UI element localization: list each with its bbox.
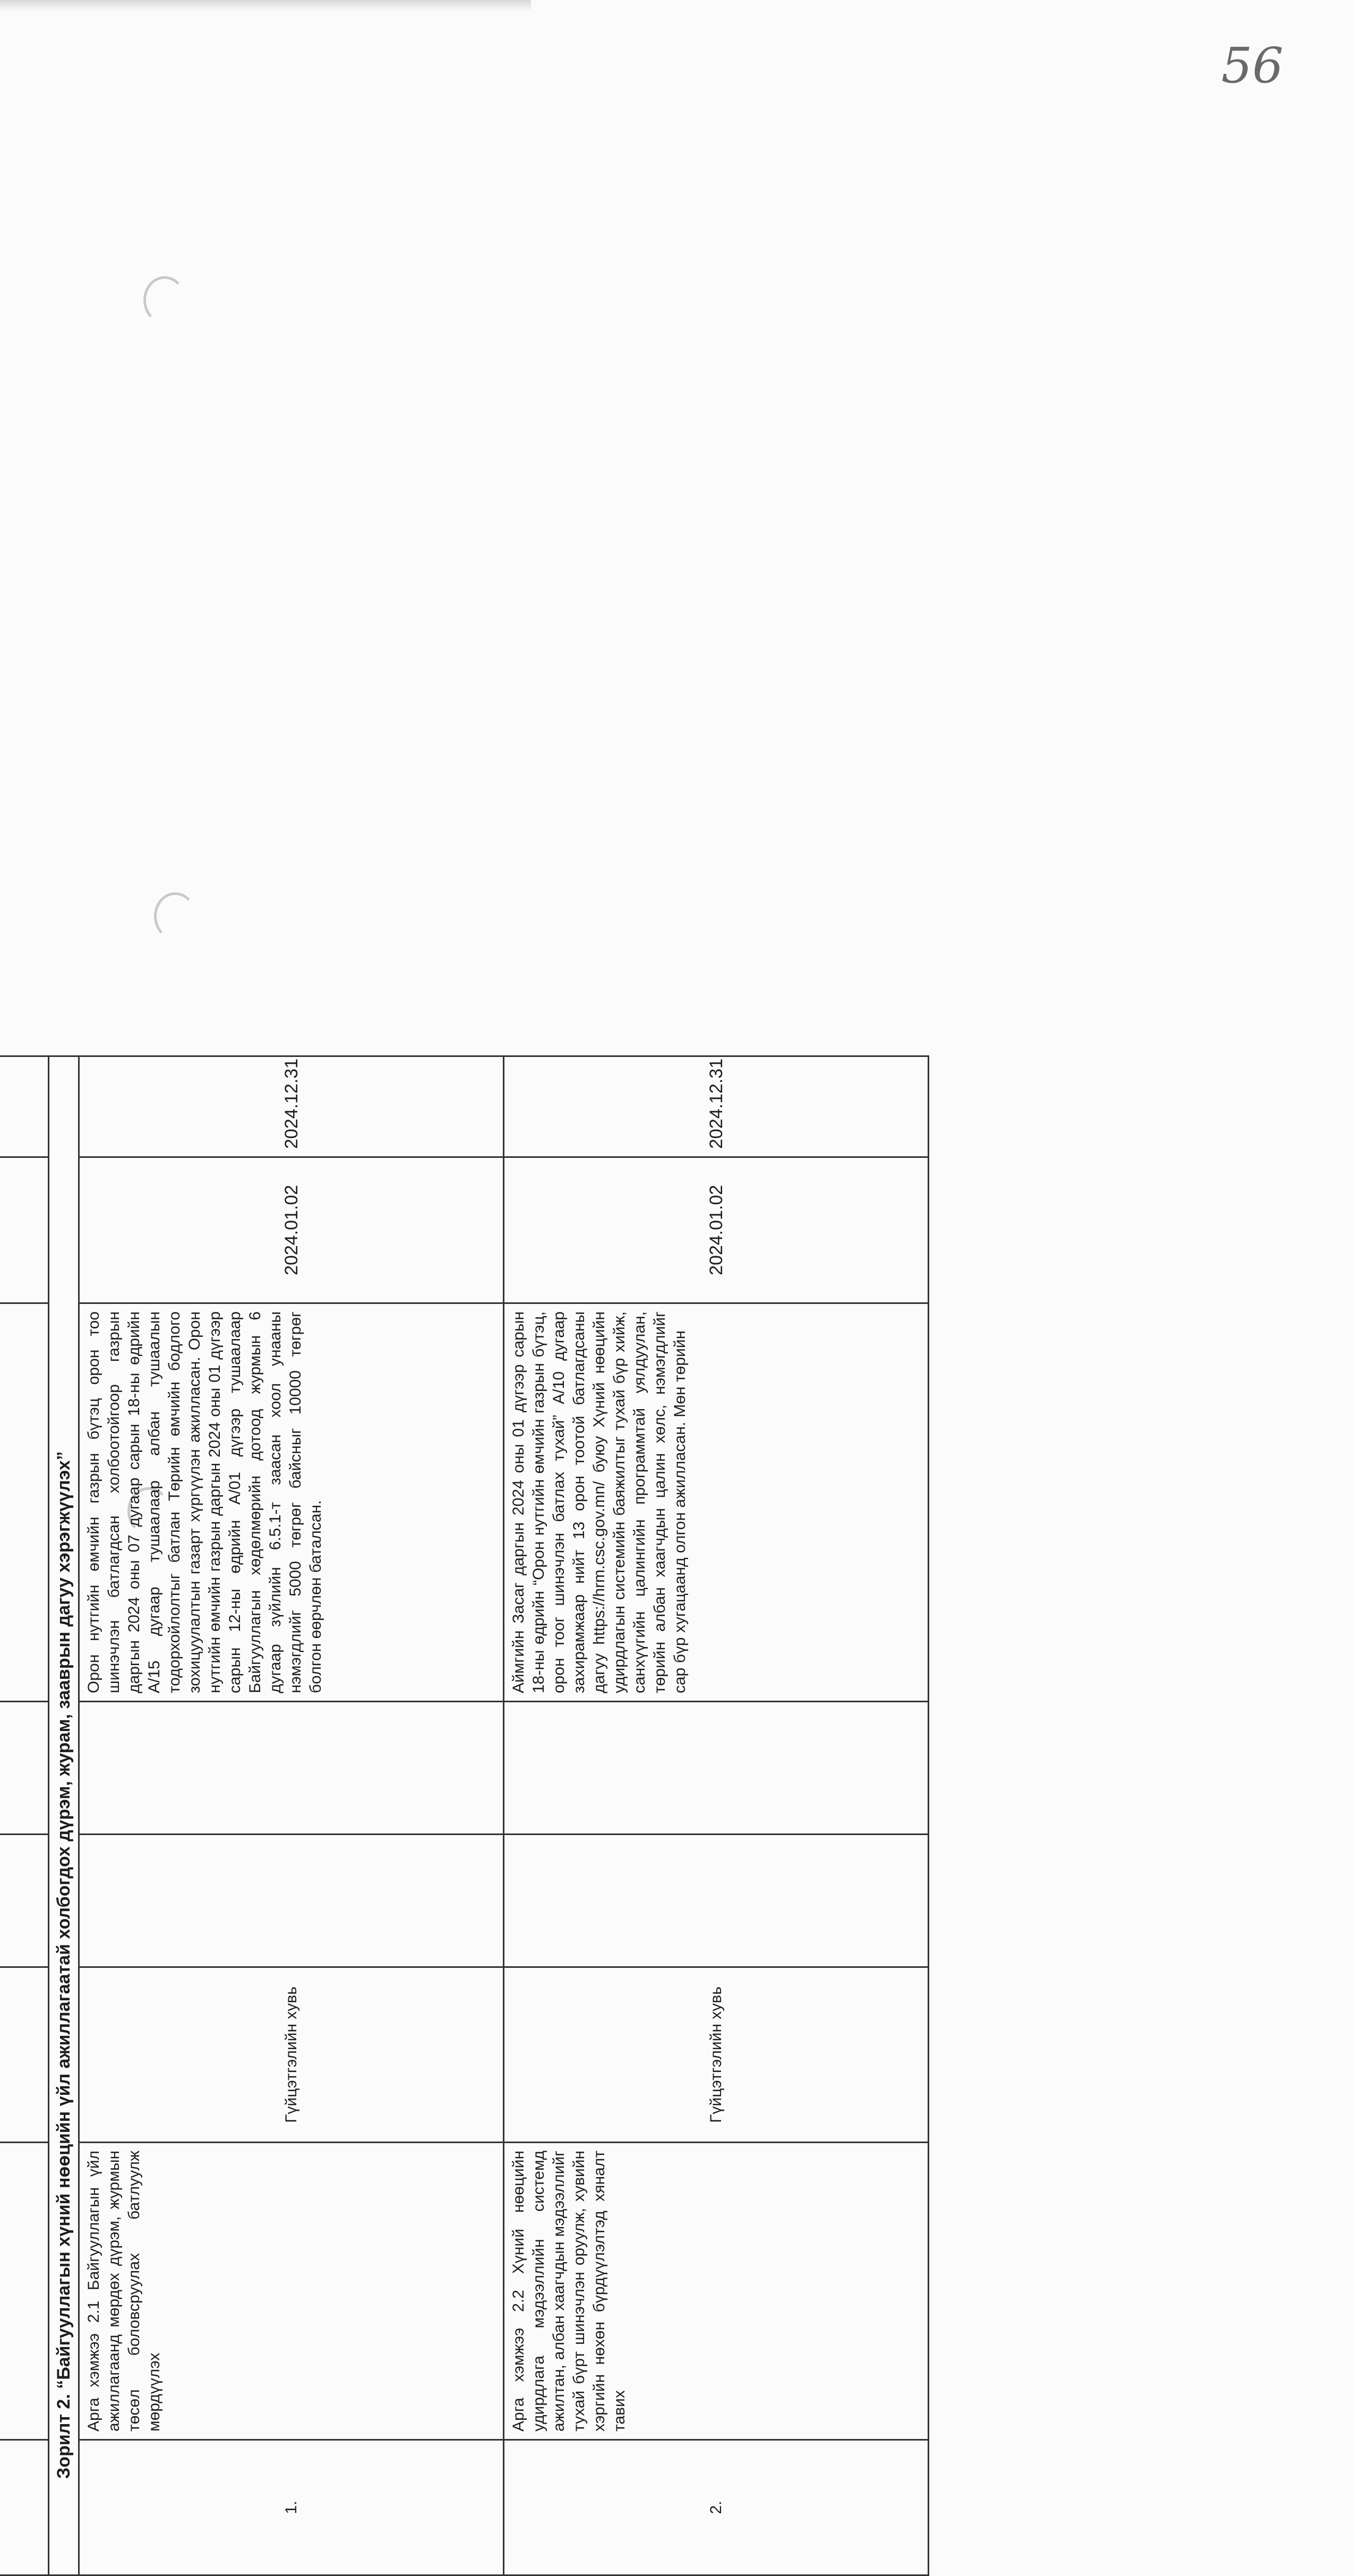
- table-cell: [0, 2440, 49, 2575]
- row-number: 1.: [79, 2440, 504, 2575]
- table-cell: [0, 1967, 49, 2143]
- rotated-document-table: [0, 1057, 924, 2576]
- start-date: 2024.01.02: [79, 1157, 504, 1303]
- table-cell: [0, 1157, 49, 1303]
- activity-text: Арга хэмжээ 2.1 Байгууллагын үйл ажиллагаанд мөрдөх дүрэм, журмын төсөл боловсруулах батлуулж мөрдүүлэх: [79, 2143, 504, 2440]
- end-date: 2024.12.31: [79, 1056, 504, 1157]
- table-cell: [0, 1056, 49, 1157]
- result-text: Аймгийн Засаг даргын 2024 оны 01 дүгээр сарын 18-ны өдрийн “Орон нутгийн өмчийн газрын бүтэц, орон тоог шинэчлэн батлах тухай” А/10 дугаар захирамжаар нийт 13 орон тоотой батлагдсаны дагуу https://hrm.csc.gov.mn/ буюу Хүний нөөцийн удирдлагын системийн баяжилтыг тухай бүр хийж, санхүүгийн цалингийн программтай уялдуулан, төрийн албан хаагчдын цалин хөлс, нэмэгдлийг сар бүр хугацаанд олгон ажилласан. Мөн төрийн: [504, 1303, 929, 1702]
- table-cell: [79, 1835, 504, 1967]
- table-cell: [79, 1702, 504, 1835]
- activity-text: Арга хэмжээ 2.2 Хүний нөөцийн удирдлага мэдээллийн системд ажилтан, албан хаагчдын мэдээллийг тухай бүрт шинэчлэн оруулж, хувийн хэргийн нөхөн бүрдүүлэлтэд хяналт тавих: [504, 2143, 929, 2440]
- table-row: [49, 1056, 79, 2575]
- table-row: [0, 1056, 49, 2575]
- table-row: [79, 1056, 504, 2575]
- table-cell: [0, 1835, 49, 1967]
- end-date: 2024.12.31: [504, 1056, 929, 1157]
- table-cell: [0, 1702, 49, 1835]
- indicator-text: Гүйцэтгэлийн хувь: [504, 1967, 929, 2143]
- row-number: 2.: [504, 2440, 929, 2575]
- scan-edge: [0, 0, 531, 12]
- start-date: 2024.01.02: [504, 1157, 929, 1303]
- previous-result-text: [0, 1303, 49, 1702]
- action-plan-table: [0, 1055, 929, 2576]
- table-cell: [504, 1835, 929, 1967]
- page-number: 56: [1221, 37, 1284, 94]
- goal-heading: Зорилт 2. “Байгууллагын хүний нөөцийн үйл ажиллагаатай холбогдох дүрэм, журам, зааврын дагуу хэрэгжүүлэх”: [49, 1056, 79, 2575]
- table-row: [504, 1056, 929, 2575]
- indicator-text: Гүйцэтгэлийн хувь: [79, 1967, 504, 2143]
- result-text: Орон нутгийн өмчийн газрын бүтэц орон тоо шинэчлэн батлагдсан холбоотойгоор газрын даргын 2024 оны 07 дугаар сарын 18-ны өдрийн А/15 дугаар тушаалаар албан тушаалын тодорхойлолтыг батлан Төрийн өмчийн бодлого зохицуулалтын газарт хүргүүлэн ажилласан. Орон нутгийн өмчийн газрын даргын 2024 оны 01 дүгээр сарын 12-ны өдрийн А/01 дүгээр тушаалаар Байгууллагын хөдөлмөрийн дотоод журмын 6 дугаар зүйлийн 6.5.1-т заасан хоол унааны нэмэгдлийг 5000 төгрөг байсныг 10000 төгрөг болгон өөрчлөн баталсан.: [79, 1303, 504, 1702]
- table-cell: [0, 2143, 49, 2440]
- punch-hole-icon: [143, 276, 186, 324]
- punch-hole-icon: [154, 892, 196, 940]
- table-cell: [504, 1702, 929, 1835]
